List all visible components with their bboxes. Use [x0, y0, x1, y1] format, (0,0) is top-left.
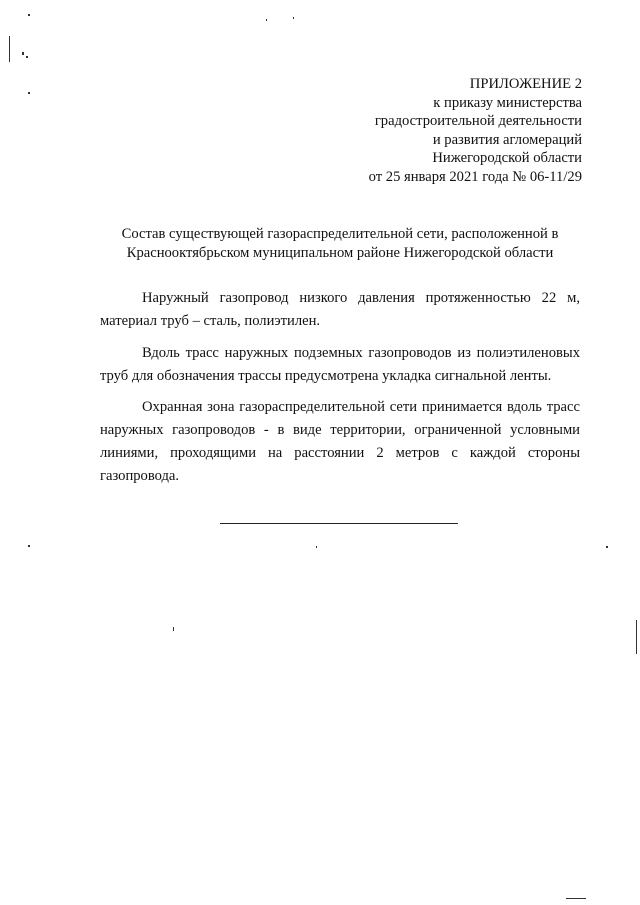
scan-edge-line — [566, 898, 586, 899]
scan-speck — [293, 17, 294, 19]
appendix-title: ПРИЛОЖЕНИЕ 2 — [469, 76, 582, 92]
scan-speck — [173, 627, 174, 631]
scan-speck — [316, 546, 317, 548]
scan-speck — [28, 14, 30, 16]
scan-speck — [28, 545, 30, 547]
scan-speck — [26, 56, 28, 58]
appendix-region-line: Нижегородской области — [432, 150, 582, 166]
appendix-order-line: к приказу министерства — [433, 94, 582, 111]
appendix-agglomeration-line: и развития агломераций — [432, 131, 582, 148]
scan-edge-line — [636, 620, 637, 654]
scan-speck — [606, 546, 608, 548]
appendix-block — [369, 75, 582, 186]
document-heading — [100, 225, 580, 262]
paragraph-signal-tape: Вдоль трасс наружных подземных газопроводов из полиэтиленовых труб для обозначения трассы предусмотрена укладка сигнальной ленты. — [100, 345, 580, 384]
appendix-date-line: от 25 января 2021 года № 06-11/29 — [368, 168, 582, 185]
scan-speck — [28, 92, 30, 94]
heading-line-2: Краснооктябрьском муниципальном районе Нижегородской области — [126, 244, 554, 261]
closing-rule — [220, 523, 458, 524]
appendix-ministry-line: градостроительной деятельности — [374, 113, 582, 129]
heading-line-1: Состав существующей газораспределительной сети, расположенной в — [121, 226, 559, 242]
scan-speck — [22, 52, 24, 55]
document-body — [100, 287, 580, 496]
paragraph-protection-zone: Охранная зона газораспределительной сети принимается вдоль трасс наружных газопроводов - в виде территории, ограниченной условными линиями, проходящими на расстоянии 2 метров с каждой стороны газопровода. — [100, 399, 580, 484]
scan-edge-line — [9, 36, 10, 62]
scan-speck — [266, 19, 267, 21]
paragraph-pipeline: Наружный газопровод низкого давления протяженностью 22 м, материал труб – сталь, полиэтилен. — [100, 290, 580, 329]
